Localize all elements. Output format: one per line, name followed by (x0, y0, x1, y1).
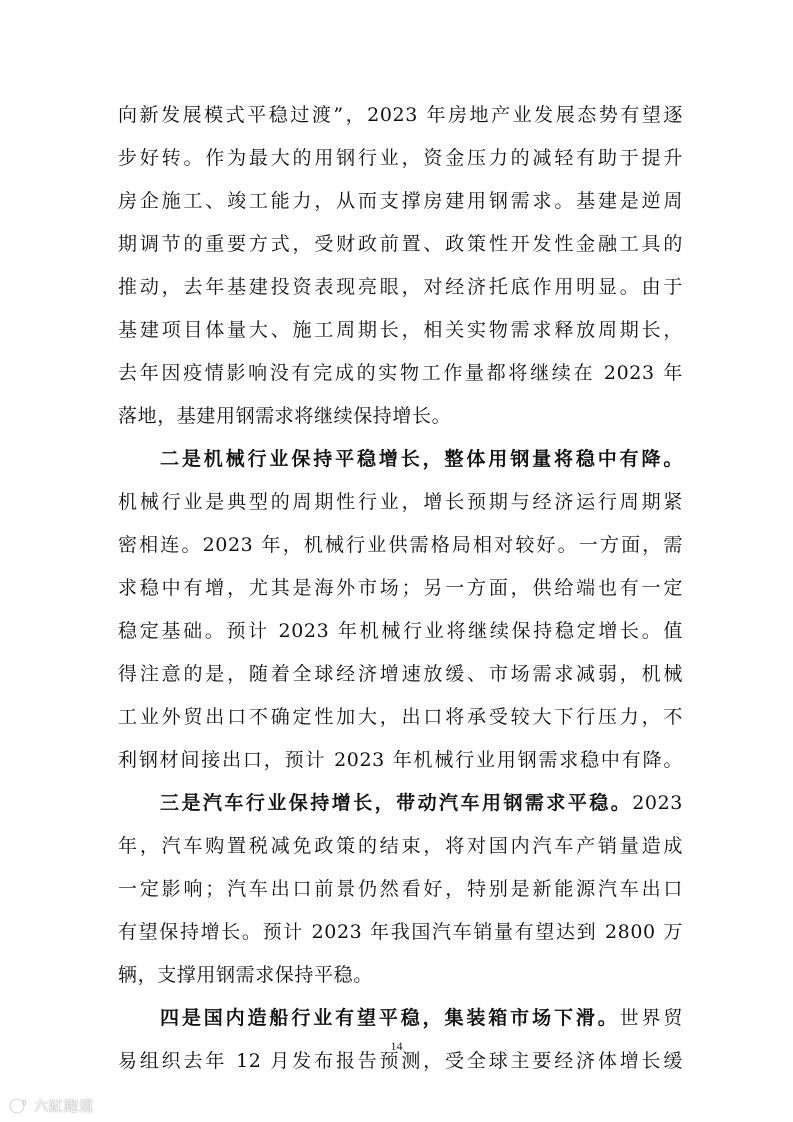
line-text: 求稳中有增，尤其是海外市场；另一方面，供给端也有一定 (118, 577, 683, 599)
text-line (118, 831, 683, 874)
text-line (118, 315, 683, 358)
text-line (118, 745, 683, 788)
text-line (118, 100, 683, 143)
section-heading-line (118, 444, 683, 487)
section-heading-machinery: 二是机械行业保持平稳增长，整体用钢量将稳中有降。 (160, 448, 683, 470)
text-line (118, 143, 683, 186)
watermark-logo-icon (8, 1097, 30, 1115)
document-body (118, 100, 683, 1089)
line-text: 易组织去年 12 月发布报告预测，受全球主要经济体增长缓 (118, 1050, 683, 1072)
text-line (118, 229, 683, 272)
line-text: 向新发展模式平稳过渡”，2023 年房地产业发展态势有望逐 (118, 104, 683, 126)
text-line (118, 186, 683, 229)
text-line (118, 702, 683, 745)
line-text: 得注意的是，随着全球经济增速放缓、市场需求减弱，机械 (118, 663, 683, 685)
text-line (118, 272, 683, 315)
text-line (118, 874, 683, 917)
page-number: 14 (390, 1039, 403, 1053)
line-text: 机械行业是典型的周期性行业，增长预期与经济运行周期紧 (118, 491, 683, 513)
line-text: 一定影响；汽车出口前景仍然看好，特别是新能源汽车出口 (118, 878, 683, 900)
text-line (118, 530, 683, 573)
line-text: 2023 (632, 792, 683, 814)
line-text: 世界贸 (619, 1007, 683, 1029)
line-text: 稳定基础。预计 2023 年机械行业将继续保持稳定增长。值 (118, 620, 683, 642)
svg-text:6: 6 (22, 1099, 27, 1107)
text-line (118, 659, 683, 702)
text-line (118, 487, 683, 530)
text-line (118, 358, 683, 401)
text-line (118, 573, 683, 616)
line-text: 落地，基建用钢需求将继续保持增长。 (118, 405, 452, 427)
line-text: 房企施工、竣工能力，从而支撑房建用钢需求。基建是逆周 (118, 190, 683, 212)
text-line (118, 616, 683, 659)
line-text: 辆，支撑用钢需求保持平稳。 (118, 964, 373, 986)
line-text: 工业外贸出口不确定性加大，出口将承受较大下行压力，不 (118, 706, 683, 728)
section-heading-automotive: 三是汽车行业保持增长，带动汽车用钢需求平稳。 (160, 792, 633, 814)
line-text: 期调节的重要方式，受财政前置、政策性开发性金融工具的 (118, 233, 683, 255)
text-line (118, 401, 683, 444)
line-text: 步好转。作为最大的用钢行业，资金压力的减轻有助于提升 (118, 147, 683, 169)
line-text: 去年因疫情影响没有完成的实物工作量都将继续在 2023 年 (118, 362, 683, 384)
watermark (8, 1096, 94, 1116)
line-text: 有望保持增长。预计 2023 年我国汽车销量有望达到 2800 万 (118, 921, 683, 943)
watermark-text: 六缸跑道 (34, 1099, 94, 1115)
section-heading-shipbuilding: 四是国内造船行业有望平稳，集装箱市场下滑。 (160, 1007, 620, 1029)
line-text: 密相连。2023 年，机械行业供需格局相对较好。一方面，需 (118, 534, 683, 556)
text-line (118, 960, 683, 1003)
text-line (118, 917, 683, 960)
line-text: 年，汽车购置税减免政策的结束，将对国内汽车产销量造成 (118, 835, 683, 857)
line-text: 推动，去年基建投资表现亮眼，对经济托底作用明显。由于 (118, 276, 683, 298)
line-text: 利钢材间接出口，预计 2023 年机械行业用钢需求稳中有降。 (118, 749, 683, 771)
line-text: 基建项目体量大、施工周期长，相关实物需求释放周期长， (118, 319, 683, 341)
section-heading-line (118, 788, 683, 831)
